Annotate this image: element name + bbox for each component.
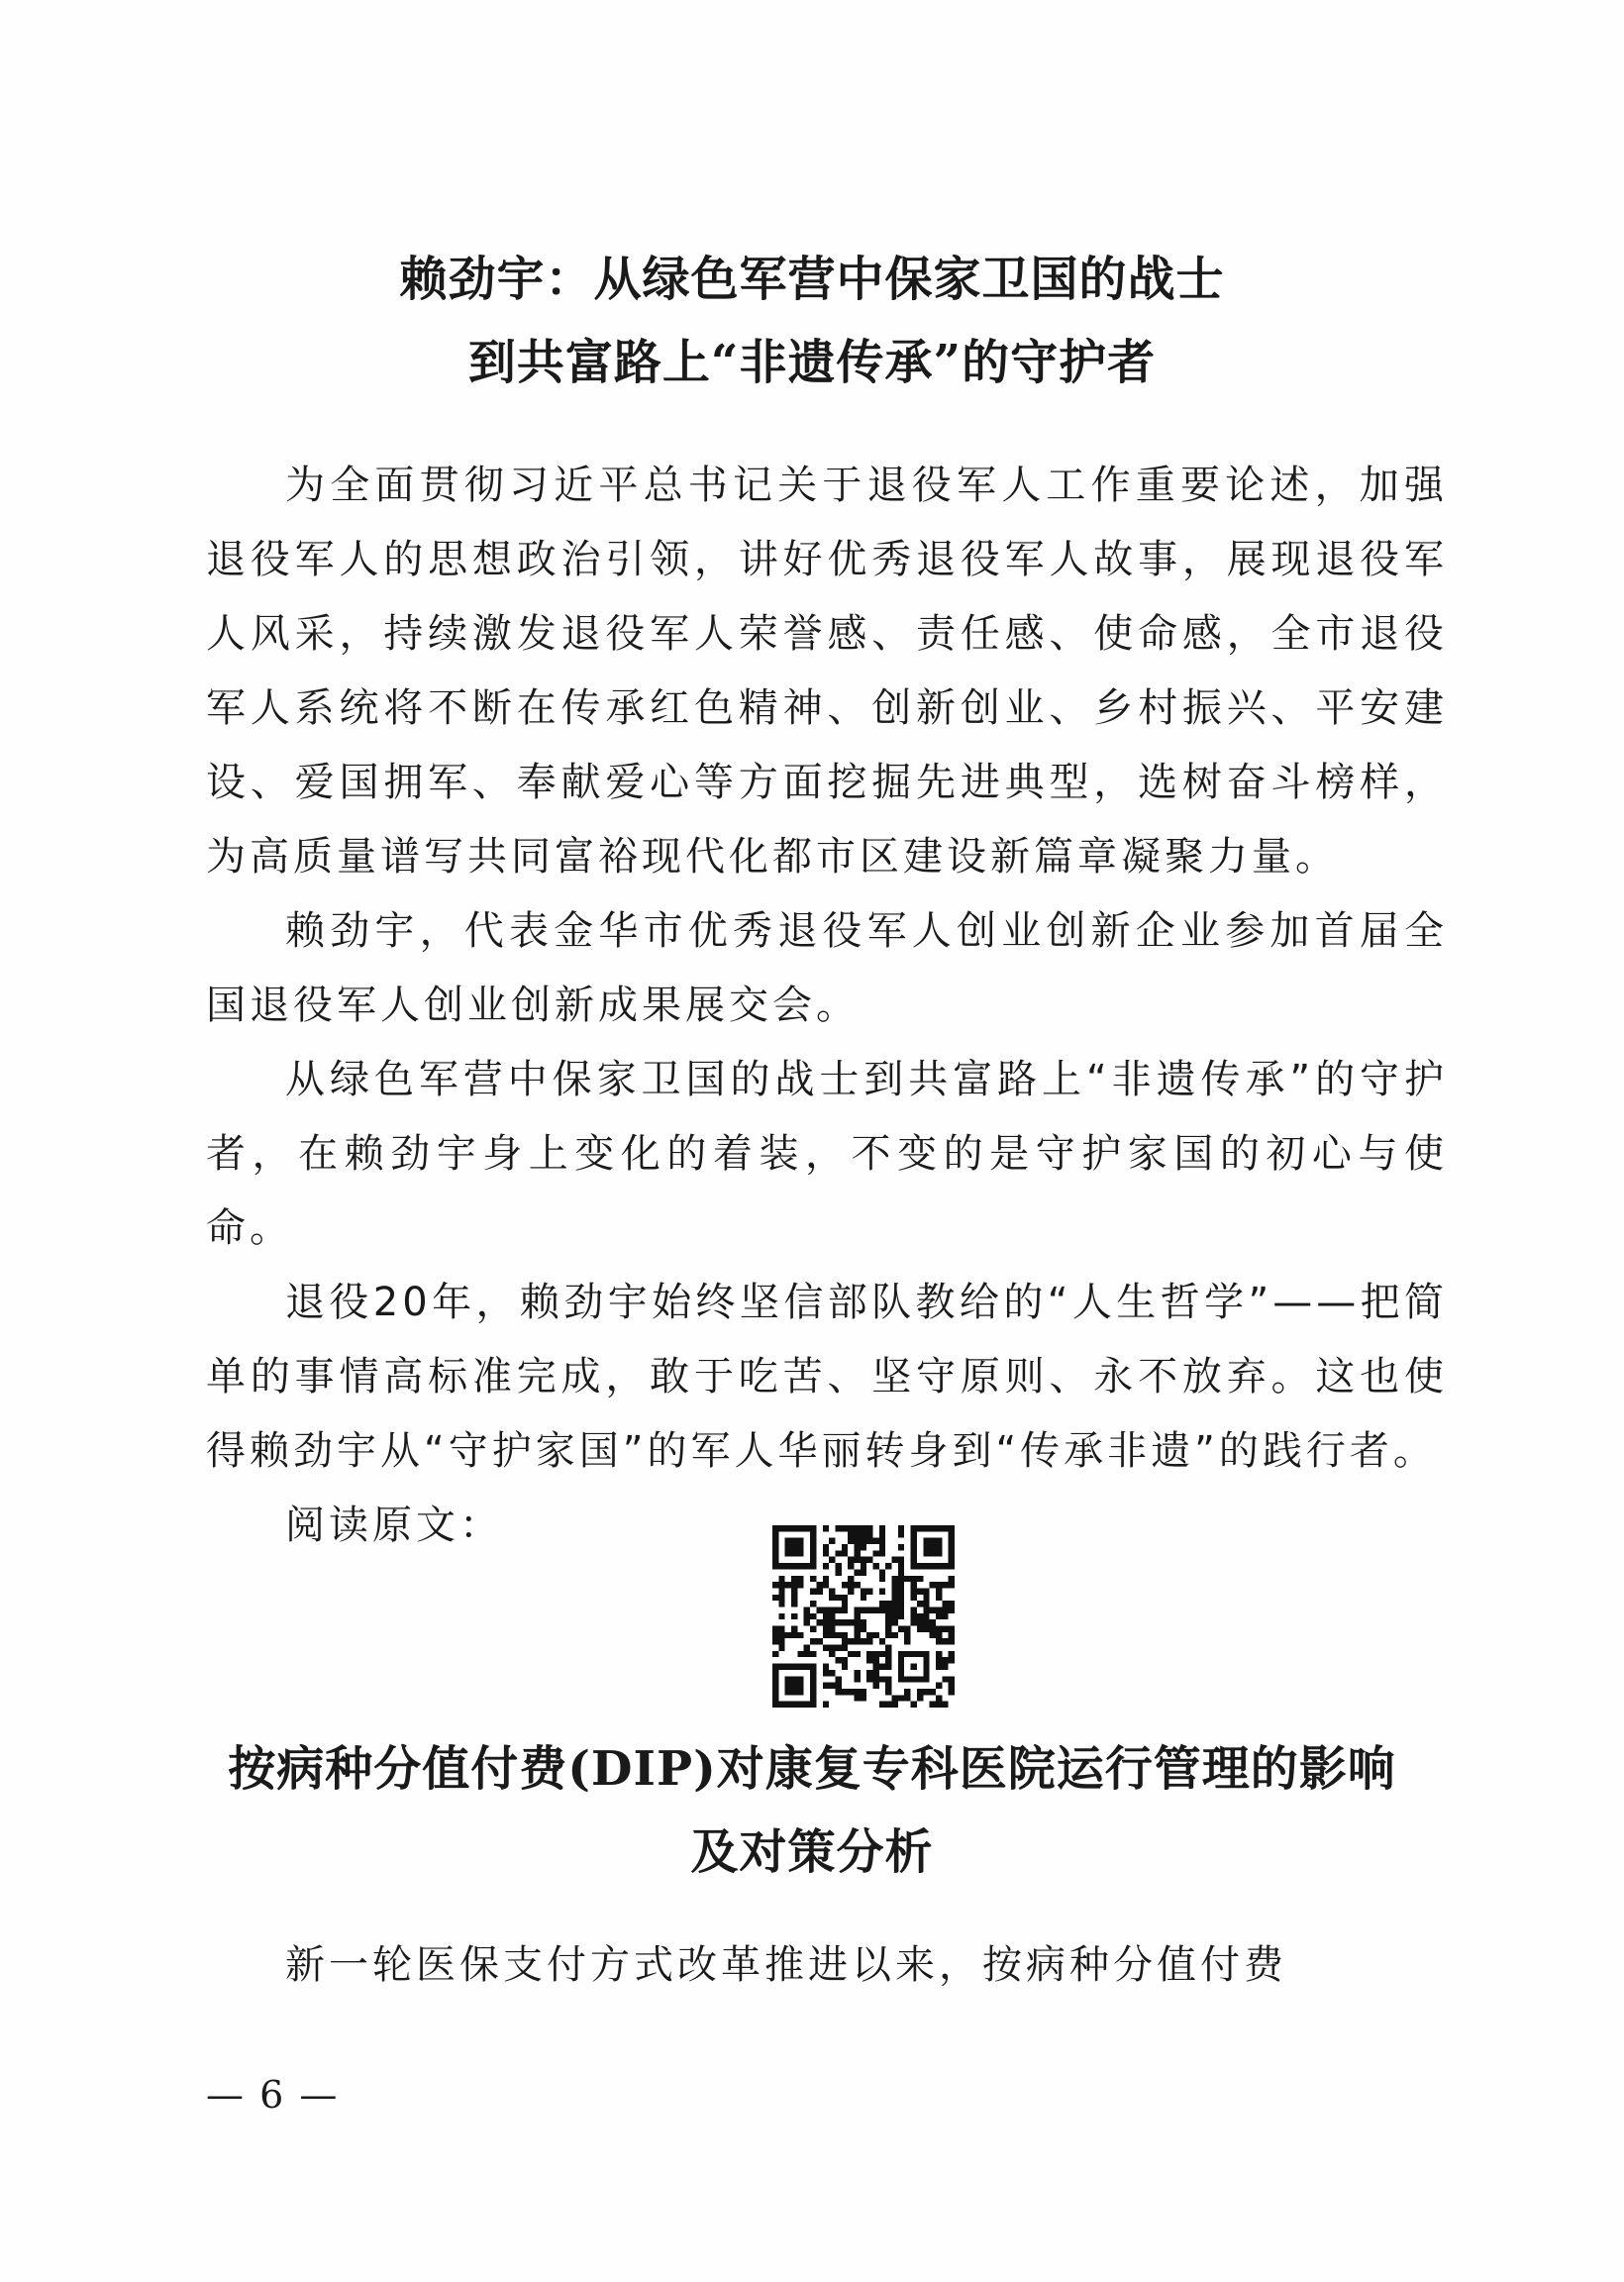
paragraph: 为全面贯彻习近平总书记关于退役军人工作重要论述，加强退役军人的思想政治引领，讲好优秀退役军人故事，展现退役军人风采，持续激发退役军人荣誉感、责任感、使命感，全市退役军人系统将不断在传承红色精神、创新创业、乡村振兴、平安建设、爱国拥军、奉献爱心等方面挖掘先进典型，选树奋斗榜样，为高质量谱写共同富裕现代化都市区建设新篇章凝聚力量。: [206, 463, 1448, 880]
article-body: [206, 449, 1448, 1563]
read-original-label: 阅读原文：: [285, 1503, 503, 1548]
article-title: [0, 1727, 1624, 1894]
article-title-line: 到共富路上“非遗传承”的守护者: [467, 335, 1157, 390]
article-title-line: 按病种分值付费(DIP)对康复专科医院运行管理的影响: [228, 1741, 1396, 1797]
page-number: — 6 —: [206, 2073, 340, 2117]
article-body: [206, 1928, 1448, 2003]
paragraph: 退役20年，赖劲宇始终坚信部队教给的“人生哲学”——把简单的事情高标准完成，敢于吃苦、坚守原则、永不放弃。这也使得赖劲宇从“守护家国”的军人华丽转身到“传承非遗”的践行者。: [206, 1280, 1448, 1474]
paragraph: 新一轮医保支付方式改革推进以来，按病种分值付费: [285, 1942, 1287, 1988]
article-title-line: 赖劲宇：从绿色军营中保家卫国的战士: [399, 252, 1225, 307]
article-title: [0, 238, 1624, 404]
paragraph: 从绿色军营中保家卫国的战士到共富路上“非遗传承”的守护者，在赖劲宇身上变化的着装，不变的是守护家国的初心与使命。: [206, 1057, 1448, 1251]
paragraph: 赖劲宇，代表金华市优秀退役军人创业创新企业参加首届全国退役军人创业创新成果展交会。: [206, 908, 1448, 1028]
article-title-line: 及对策分析: [690, 1824, 934, 1880]
qr-code-icon[interactable]: [772, 1525, 955, 1708]
